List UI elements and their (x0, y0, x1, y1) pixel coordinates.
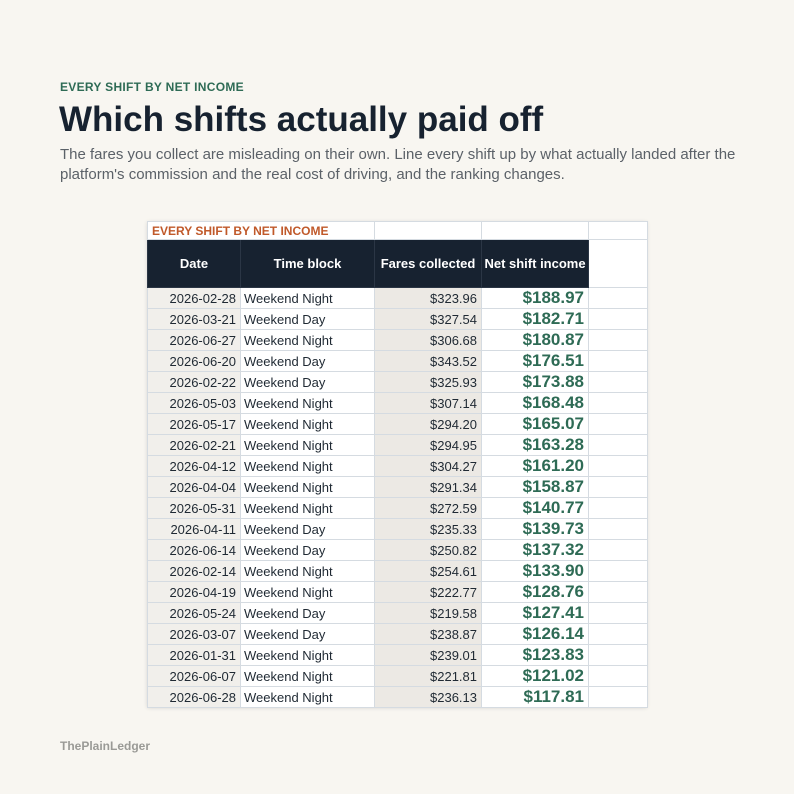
date-cell[interactable]: 2026-06-07 (148, 666, 241, 687)
net-income-cell[interactable]: $117.81 (482, 687, 589, 708)
time-block-cell[interactable]: Weekend Night (241, 393, 375, 414)
column-header-time-block[interactable]: Time block (241, 240, 375, 288)
fares-cell[interactable]: $304.27 (375, 456, 482, 477)
brand-footer: ThePlainLedger (60, 739, 151, 753)
fares-cell[interactable]: $294.20 (375, 414, 482, 435)
time-block-cell[interactable]: Weekend Night (241, 645, 375, 666)
empty-cell[interactable] (589, 519, 648, 540)
table-row (148, 582, 648, 603)
fares-cell[interactable]: $291.34 (375, 477, 482, 498)
net-income-cell[interactable]: $140.77 (482, 498, 589, 519)
empty-cell[interactable] (589, 603, 648, 624)
table-row (148, 519, 648, 540)
time-block-cell[interactable]: Weekend Night (241, 477, 375, 498)
table-row (148, 645, 648, 666)
date-cell[interactable]: 2026-02-22 (148, 372, 241, 393)
column-header-date[interactable]: Date (148, 240, 241, 288)
net-income-cell[interactable]: $128.76 (482, 582, 589, 603)
date-cell[interactable]: 2026-04-19 (148, 582, 241, 603)
net-income-cell[interactable]: $173.88 (482, 372, 589, 393)
time-block-cell[interactable]: Weekend Night (241, 414, 375, 435)
net-income-cell[interactable]: $139.73 (482, 519, 589, 540)
table-row (148, 351, 648, 372)
empty-cell[interactable] (589, 309, 648, 330)
date-cell[interactable]: 2026-01-31 (148, 645, 241, 666)
sheet-title[interactable]: EVERY SHIFT BY NET INCOME (148, 222, 375, 240)
table-row (148, 666, 648, 687)
table-body (148, 288, 648, 708)
table-row (148, 603, 648, 624)
time-block-cell[interactable]: Weekend Day (241, 309, 375, 330)
page-subtitle: The fares you collect are misleading on their own. Line every shift up by what actually landed after the platform's commission and the real cost of driving, and the ranking changes. (60, 146, 736, 183)
empty-cell[interactable] (589, 330, 648, 351)
net-income-cell[interactable]: $123.83 (482, 645, 589, 666)
fares-cell[interactable]: $323.96 (375, 288, 482, 309)
table-row (148, 414, 648, 435)
time-block-cell[interactable]: Weekend Day (241, 372, 375, 393)
empty-cell[interactable] (589, 540, 648, 561)
time-block-cell[interactable]: Weekend Day (241, 540, 375, 561)
fares-cell[interactable]: $325.93 (375, 372, 482, 393)
table-row (148, 456, 648, 477)
empty-cell[interactable] (589, 288, 648, 309)
fares-cell[interactable]: $250.82 (375, 540, 482, 561)
time-block-cell[interactable]: Weekend Night (241, 687, 375, 708)
net-income-cell[interactable]: $127.41 (482, 603, 589, 624)
fares-cell[interactable]: $219.58 (375, 603, 482, 624)
time-block-cell[interactable]: Weekend Day (241, 624, 375, 645)
fares-cell[interactable]: $272.59 (375, 498, 482, 519)
empty-cell[interactable] (589, 666, 648, 687)
fares-cell[interactable]: $222.77 (375, 582, 482, 603)
shift-table (147, 221, 648, 708)
table-row (148, 624, 648, 645)
date-cell[interactable]: 2026-04-04 (148, 477, 241, 498)
date-cell[interactable]: 2026-04-11 (148, 519, 241, 540)
date-cell[interactable]: 2026-05-17 (148, 414, 241, 435)
fares-cell[interactable]: $238.87 (375, 624, 482, 645)
time-block-cell[interactable]: Weekend Night (241, 330, 375, 351)
fares-cell[interactable]: $236.13 (375, 687, 482, 708)
fares-cell[interactable]: $306.68 (375, 330, 482, 351)
fares-cell[interactable]: $239.01 (375, 645, 482, 666)
date-cell[interactable]: 2026-06-20 (148, 351, 241, 372)
fares-cell[interactable]: $327.54 (375, 309, 482, 330)
empty-cell[interactable] (589, 624, 648, 645)
date-cell[interactable]: 2026-06-28 (148, 687, 241, 708)
net-income-cell[interactable]: $168.48 (482, 393, 589, 414)
net-income-cell[interactable]: $121.02 (482, 666, 589, 687)
column-header-net-income[interactable]: Net shift income (482, 240, 589, 288)
empty-cell[interactable] (589, 582, 648, 603)
net-income-cell[interactable]: $165.07 (482, 414, 589, 435)
date-cell[interactable]: 2026-05-03 (148, 393, 241, 414)
date-cell[interactable]: 2026-06-27 (148, 330, 241, 351)
date-cell[interactable]: 2026-04-12 (148, 456, 241, 477)
empty-cell[interactable] (589, 561, 648, 582)
spreadsheet (147, 221, 647, 707)
column-header-fares[interactable]: Fares collected (375, 240, 482, 288)
table-row (148, 288, 648, 309)
empty-cell[interactable] (589, 477, 648, 498)
empty-cell[interactable] (589, 435, 648, 456)
net-income-cell[interactable]: $158.87 (482, 477, 589, 498)
date-cell[interactable]: 2026-02-14 (148, 561, 241, 582)
net-income-cell[interactable]: $176.51 (482, 351, 589, 372)
date-cell[interactable]: 2026-05-24 (148, 603, 241, 624)
time-block-cell[interactable]: Weekend Night (241, 435, 375, 456)
net-income-cell[interactable]: $161.20 (482, 456, 589, 477)
table-row (148, 498, 648, 519)
table-row (148, 435, 648, 456)
fares-cell[interactable]: $254.61 (375, 561, 482, 582)
empty-cell[interactable] (589, 393, 648, 414)
time-block-cell[interactable]: Weekend Day (241, 603, 375, 624)
net-income-cell[interactable]: $182.71 (482, 309, 589, 330)
date-cell[interactable]: 2026-03-21 (148, 309, 241, 330)
time-block-cell[interactable]: Weekend Night (241, 666, 375, 687)
table-row (148, 687, 648, 708)
table-row (148, 540, 648, 561)
net-income-cell[interactable]: $137.32 (482, 540, 589, 561)
net-income-cell[interactable]: $188.97 (482, 288, 589, 309)
table-row (148, 372, 648, 393)
time-block-cell[interactable]: Weekend Day (241, 351, 375, 372)
empty-cell[interactable] (589, 645, 648, 666)
time-block-cell[interactable]: Weekend Night (241, 288, 375, 309)
date-cell[interactable]: 2026-06-14 (148, 540, 241, 561)
empty-cell[interactable] (589, 240, 648, 288)
net-income-cell[interactable]: $163.28 (482, 435, 589, 456)
net-income-cell[interactable]: $126.14 (482, 624, 589, 645)
time-block-cell[interactable]: Weekend Night (241, 561, 375, 582)
time-block-cell[interactable]: Weekend Day (241, 519, 375, 540)
table-row (148, 330, 648, 351)
time-block-cell[interactable]: Weekend Night (241, 582, 375, 603)
page-title: Which shifts actually paid off (59, 100, 544, 139)
empty-cell[interactable] (589, 414, 648, 435)
fares-cell[interactable]: $343.52 (375, 351, 482, 372)
net-income-cell[interactable]: $133.90 (482, 561, 589, 582)
header-row (148, 240, 648, 288)
empty-cell[interactable] (589, 498, 648, 519)
date-cell[interactable]: 2026-02-21 (148, 435, 241, 456)
time-block-cell[interactable]: Weekend Night (241, 456, 375, 477)
net-income-cell[interactable]: $180.87 (482, 330, 589, 351)
empty-cell[interactable] (482, 222, 589, 240)
table-row (148, 309, 648, 330)
kicker-label: EVERY SHIFT BY NET INCOME (60, 80, 244, 94)
empty-cell[interactable] (589, 687, 648, 708)
fares-cell[interactable]: $235.33 (375, 519, 482, 540)
sheet-title-row (148, 222, 648, 240)
time-block-cell[interactable]: Weekend Night (241, 498, 375, 519)
empty-cell[interactable] (589, 456, 648, 477)
table-row (148, 393, 648, 414)
empty-cell[interactable] (589, 351, 648, 372)
fares-cell[interactable]: $221.81 (375, 666, 482, 687)
empty-cell[interactable] (375, 222, 482, 240)
table-row (148, 561, 648, 582)
fares-cell[interactable]: $294.95 (375, 435, 482, 456)
empty-cell[interactable] (589, 372, 648, 393)
empty-cell[interactable] (589, 222, 648, 240)
date-cell[interactable]: 2026-02-28 (148, 288, 241, 309)
date-cell[interactable]: 2026-05-31 (148, 498, 241, 519)
table-row (148, 477, 648, 498)
fares-cell[interactable]: $307.14 (375, 393, 482, 414)
date-cell[interactable]: 2026-03-07 (148, 624, 241, 645)
